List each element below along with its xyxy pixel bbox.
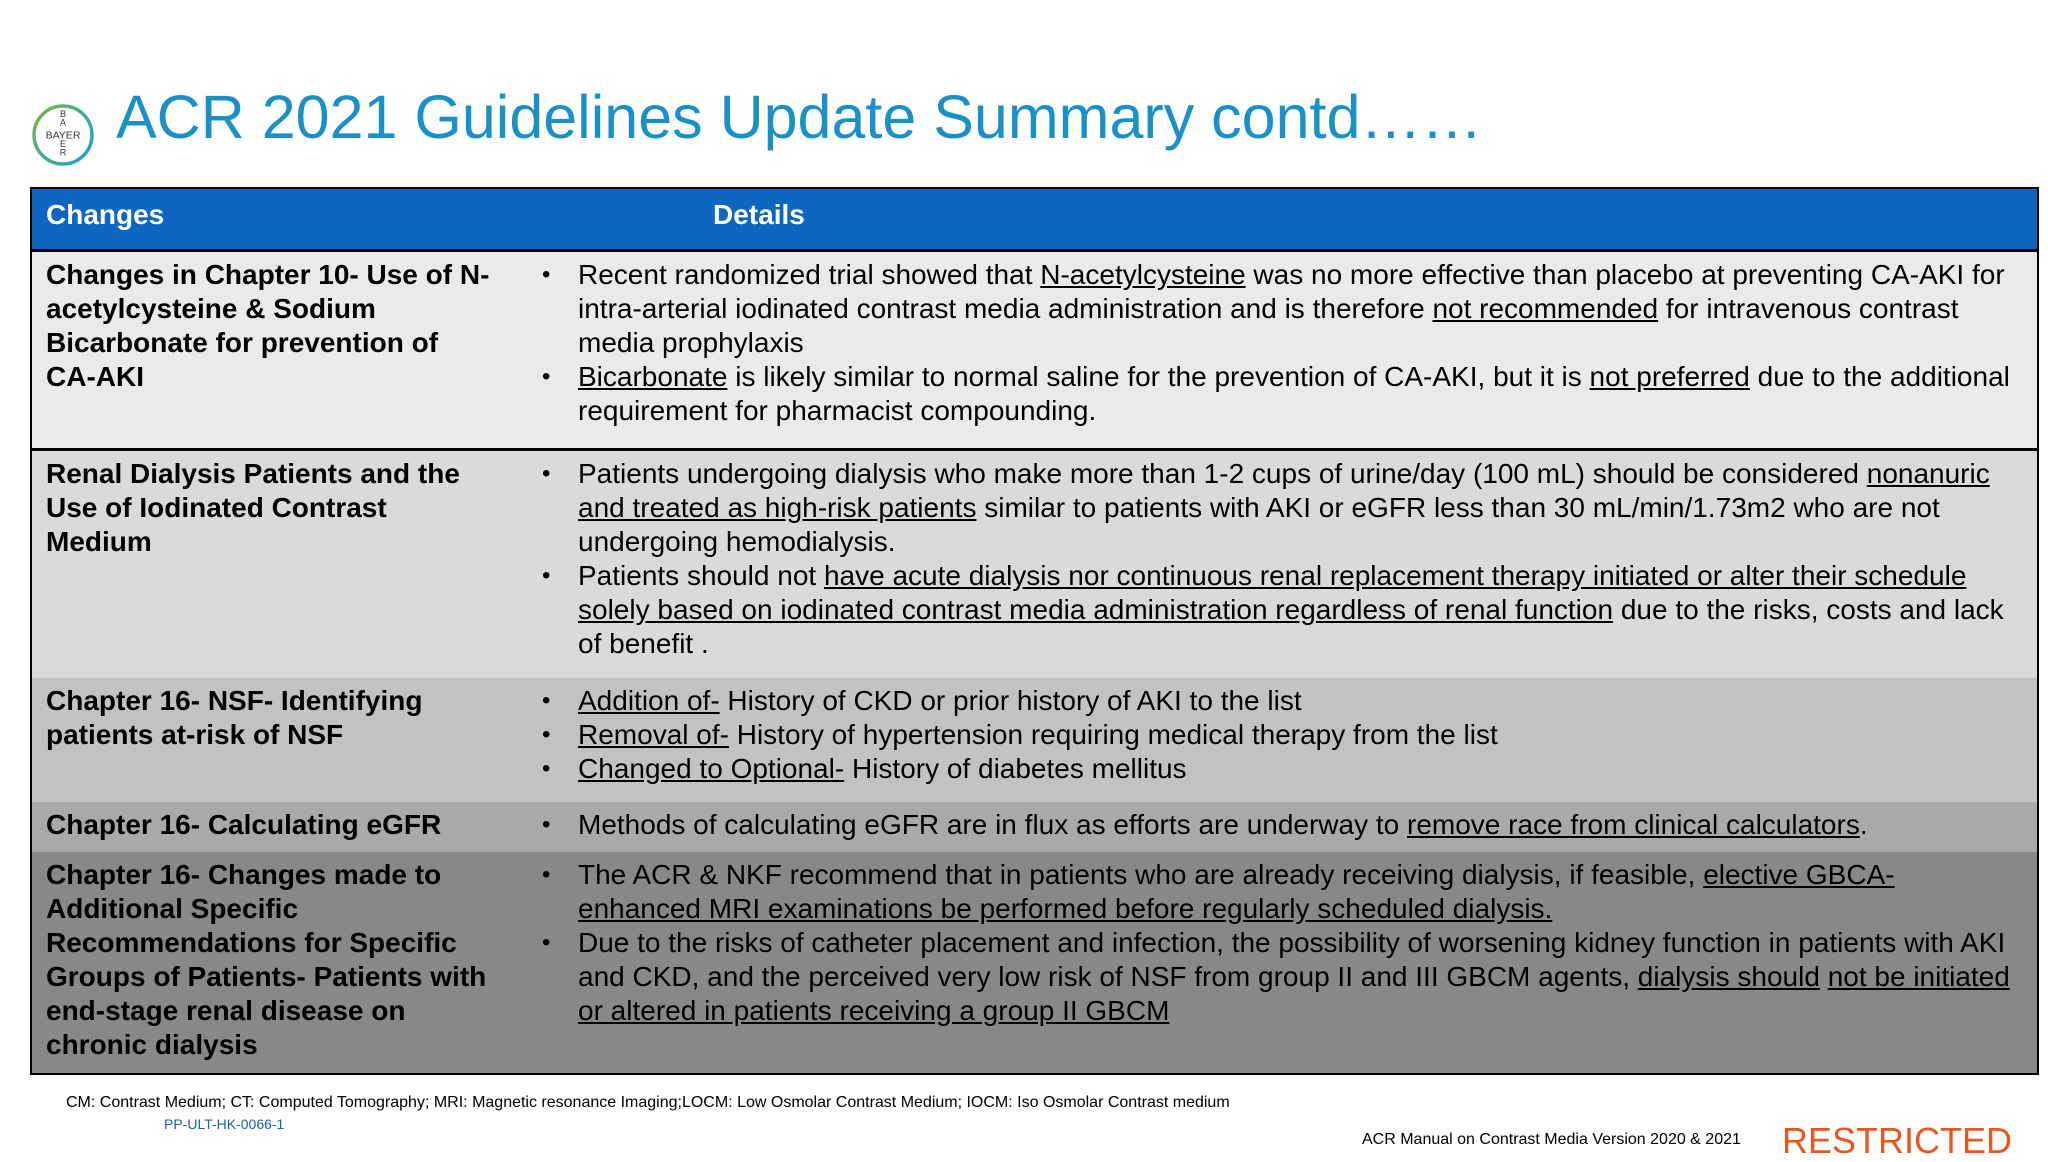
underlined-text: nonanuric and treated as high-risk patients [578,458,1990,523]
underlined-text: have acute dialysis nor continuous renal replacement therapy initiated or alter their schedule solely based on iodinated contrast media administration regardless of renal function [578,560,1967,625]
underlined-text: N-acetylcysteine [1040,259,1246,290]
text-segment: History of hypertension requiring medical therapy from the list [728,719,1498,750]
slide-title: ACR 2021 Guidelines Update Summary contd…… [116,83,1483,151]
text-segment: History of diabetes mellitus [844,753,1187,784]
text-segment: The ACR & NKF recommend that in patients who are already receiving dialysis, if feasible, [578,859,1704,890]
abbreviations-footnote: CM: Contrast Medium; CT: Computed Tomography; MRI: Magnetic resonance Imaging;LOCM: Low Osmolar Contrast Medium; IOCM: Iso Osmolar Contrast medium [66,1094,1230,1111]
underlined-text: Removal of- [578,719,729,750]
text-segment: Methods of calculating eGFR are in flux as efforts are underway to [578,809,1408,840]
table-row [32,678,2037,802]
table-row [32,252,2037,448]
text-segment: History of CKD or prior history of AKI to the list [719,685,1302,716]
underlined-text: not be initiated or altered in patients receiving a group II GBCM [578,961,2010,1026]
bullet-marker: • [542,929,551,956]
change-title: Changes in Chapter 10- Use of N-acetylcysteine & Sodium Bicarbonate for prevention of CA-AKI [46,259,490,392]
bullet-text [578,858,2023,926]
bullet-text [578,360,2023,428]
bullet-marker: • [542,261,551,288]
detail-bullet [506,258,2023,360]
change-title: Chapter 16- NSF- Identifying patients at-risk of NSF [46,685,423,750]
details-cell [506,678,2037,802]
underlined-text: elective GBCA- [1703,859,1895,890]
table-row [32,802,2037,852]
detail-bullet [506,926,2023,1028]
details-cell [506,451,2037,678]
bullet-text [578,258,2023,360]
underlined-text: Addition of- [578,685,720,716]
change-title: Chapter 16- Changes made to Additional Specific Recommendations for Specific Groups of Patients- Patients with end-stage renal disease on chronic dialysis [46,859,487,1060]
bullet-marker: • [542,363,551,390]
detail-bullet [506,752,2023,786]
underlined-text: Bicarbonate [578,361,728,392]
text-segment: Due to the risks of catheter placement and infection, the possibility of worsening kidney function in patients with AKI and CKD, and the perceived very low risk of NSF from group II and III GBCM agents, [578,927,2006,992]
text-segment: . [1859,809,1868,840]
change-title: Renal Dialysis Patients and the Use of Iodinated Contrast Medium [46,458,460,557]
text-segment: similar to patients with AKI or eGFR less than 30 mL/min/1.73m2 who are not undergoing hemodialysis. [578,492,1940,557]
header-details: Details [713,199,805,230]
bullet-text [578,926,2023,1028]
table-row [32,852,2037,1073]
detail-bullet [506,808,2023,842]
table-row [32,448,2037,678]
text-segment [1820,961,1828,992]
bullet-text [578,684,2023,718]
change-title: Chapter 16- Calculating eGFR [46,809,442,840]
bullet-marker: • [542,562,551,589]
underlined-text: remove race from clinical calculators [1407,809,1860,840]
detail-bullet [506,457,2023,559]
details-cell [506,802,2037,852]
bullet-text [578,457,2023,559]
underlined-text: Changed to Optional- [578,753,845,784]
underlined-text: not recommended [1432,293,1659,324]
detail-bullet [506,718,2023,752]
detail-bullet [506,360,2023,428]
bullet-marker: • [542,460,551,487]
bullet-marker: • [542,861,551,888]
underlined-text: dialysis should [1637,961,1820,992]
underlined-text: enhanced MRI examinations be performed before regularly scheduled dialysis. [578,893,1553,924]
logo-letters-vertical: B A E R [59,109,67,158]
guidelines-table [30,187,2039,1075]
detail-bullet [506,858,2023,926]
bullet-marker: • [542,755,551,782]
bullet-text [578,808,2023,842]
bullet-text [578,752,2023,786]
bullet-text [578,559,2023,661]
text-segment: was no more effective than placebo at preventing CA-AKI for intra-arterial iodinated contrast media administration and is therefore [578,259,2005,324]
text-segment: Patients undergoing dialysis who make more than 1-2 cups of urine/day (100 mL) should be considered [578,458,1867,489]
bullet-marker: • [542,811,551,838]
detail-bullet [506,684,2023,718]
text-segment: due to the additional requirement for pharmacist compounding. [578,361,2010,426]
bullet-text [578,718,2023,752]
underlined-text: not preferred [1589,361,1750,392]
bullet-marker: • [542,721,551,748]
text-segment: is likely similar to normal saline for the prevention of CA-AKI, but it is [727,361,1590,392]
document-code: PP-ULT-HK-0066-1 [164,1116,285,1132]
details-cell [506,252,2037,448]
bayer-logo [32,104,94,166]
detail-bullet [506,559,2023,661]
details-cell [506,852,2037,1073]
text-segment: for intravenous contrast media prophylaxis [578,293,1959,358]
table-header [32,189,2037,252]
text-segment: Recent randomized trial showed that [578,259,1041,290]
text-segment: Patients should not [578,560,824,591]
bullet-marker: • [542,687,551,714]
source-reference: ACR Manual on Contrast Media Version 2020 & 2021 [1362,1131,1741,1148]
logo-letters-horizontal: BAYER [45,129,81,142]
classification-label: RESTRICTED [1782,1120,2013,1161]
text-segment: due to the risks, costs and lack of benefit . [578,594,2004,659]
header-changes: Changes [46,199,165,230]
